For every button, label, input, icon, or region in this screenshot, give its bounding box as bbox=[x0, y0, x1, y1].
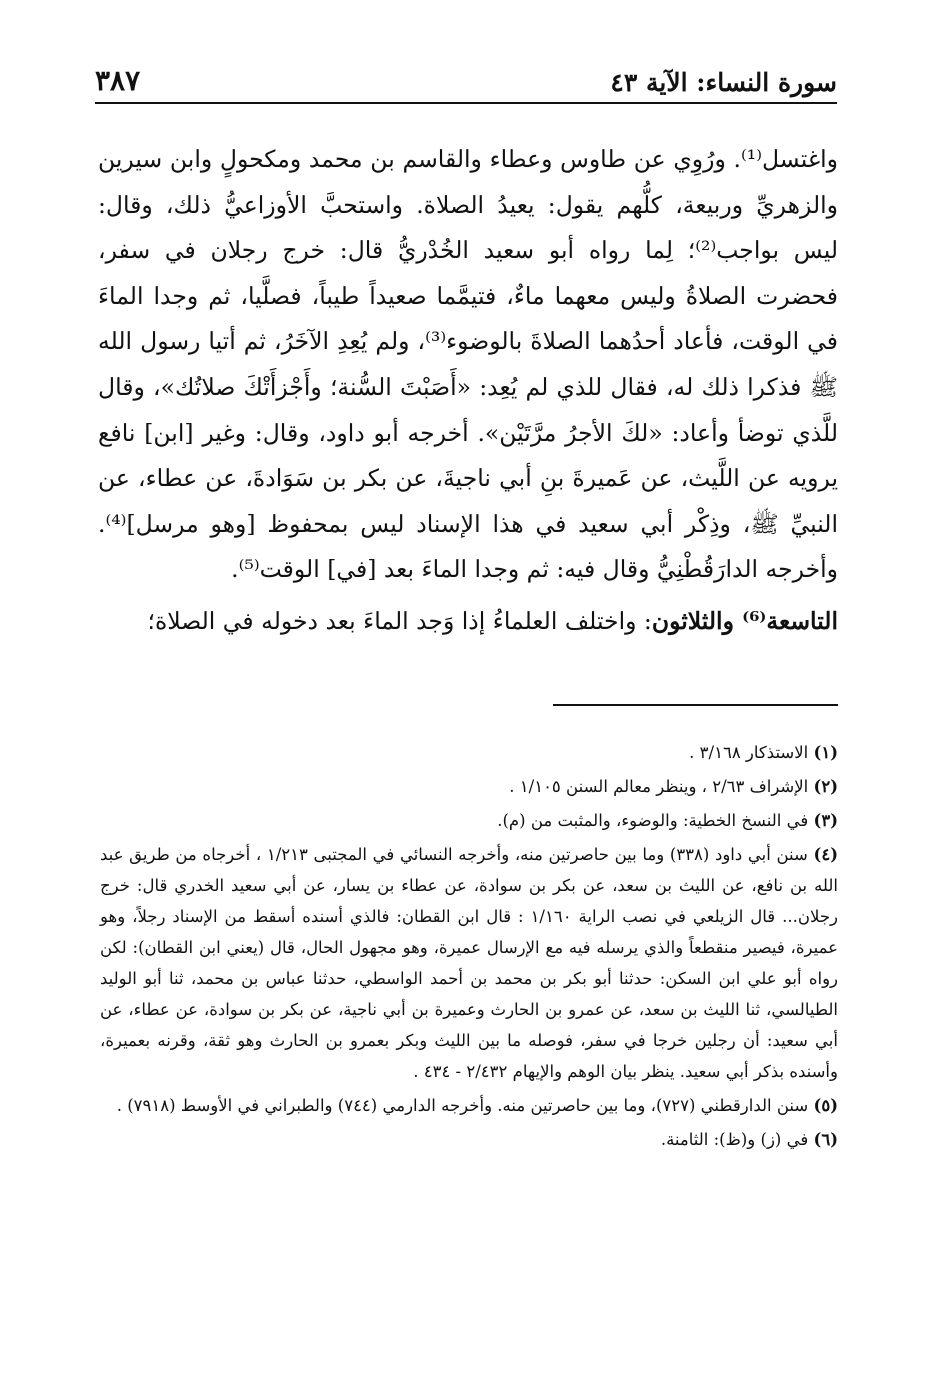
footnote-text: سنن الدارقطني (٧٢٧)، وما بين حاصرتين منه. وأخرجه الدارمي (٧٤٤) والطبراني في الأوسط (٧٩١٨) . bbox=[116, 1096, 809, 1115]
footnotes bbox=[100, 737, 838, 1158]
footnote-text: الإشراف ٢/٦٣ ، وينظر معالم السنن ١/١٠٥ . bbox=[509, 777, 809, 796]
footnote-text: في النسخ الخطية: والوضوء، والمثبت من (م). bbox=[497, 811, 809, 830]
footnote-text: الاستذكار ٣/١٦٨ . bbox=[689, 743, 809, 762]
footnote-2 bbox=[100, 771, 838, 802]
footnote-number: (١) bbox=[813, 743, 838, 762]
footnote-number: (٥) bbox=[813, 1096, 838, 1115]
footnote-1 bbox=[100, 737, 838, 768]
page-number: ٣٨٧ bbox=[95, 64, 141, 97]
footnote-number: (٤) bbox=[813, 845, 838, 864]
footnote-number: (٣) bbox=[813, 811, 838, 830]
footnote-text: سنن أبي داود (٣٣٨) وما بين حاصرتين منه، وأخرجه النسائي في المجتبى ١/٢١٣ ، أخرجاه من طريق عبد الله بن نافع، عن الليث بن سعد، عن بكر بن سوادة، عن عطاء بن يسار، عن أبي سعيد الخدري قال: خرج رجلان... قال الزيلعي في نصب الراية ١/١٦٠ : قال ابن القطان: فالذي أسنده أسقط من الإسناد رجلاً، وهو عميرة، فيصير منقطعاً والذي يرسله فيه مع الإرسال عميرة، وهو مجهول الحال، قال (يعني ابن القطان): لكن رواه أبو علي ابن السكن: حدثنا أبو بكر بن محمد بن أحمد الواسطي، حدثنا عباس بن محمد، ثنا أبو الوليد الطيالسي، ثنا الليث بن سعد، عن عمرو بن الحارث وعميرة بن أبي ناجية، عن بكر بن سوادة، عن عطاء، عن أبي سعيد: أن رجلين خرجا في سفر، فوصله ما بين الليث وبكر بعمرو بن الحارث وهو ثقة، وقرنه بعميرة، وأسنده بذكر أبي سعيد. ينظر بيان الوهم والإيهام ٢/٤٣٢ - ٤٣٤ . bbox=[100, 845, 838, 1081]
paragraph-1: واغتسل⁽¹⁾. ورُوِي عن طاوس وعطاء والقاسم بن محمد ومكحولٍ وابن سيرين والزهريِّ وربيعة، كلُّهم يقول: يعيدُ الصلاة. واستحبَّ الأوزاعيُّ ذلك، وقال: ليس بواجب⁽²⁾؛ لِما رواه أبو سعيد الخُدْريُّ قال: خرج رجلان في سفر، فحضرت الصلاةُ وليس معهما ماءٌ، فتيمَّما صعيداً طيباً، فصلَّيا، ثم وجدا الماءَ في الوقت، فأعاد أحدُهما الصلاةَ بالوضوء⁽³⁾، ولم يُعِدِ الآخَرُ، ثم أتيا رسول الله ﷺ فذكرا ذلك له، فقال للذي لم يُعِد: «أَصَبْتَ السُّنة؛ وأَجْزأَتْكَ صلاتُك»، وقال للَّذي توضأ وأعاد: «لكَ الأجرُ مرَّتَيْن». أخرجه أبو داود، وقال: وغير [ابن] نافع يرويه عن اللَّيث، عن عَميرةَ بنِ أبي ناجيةَ، عن بكر بن سَوَادةَ، عن عطاء، عن النبيِّ ﷺ، وذِكْر أبي سعيد في هذا الإسناد ليس بمحفوظ [وهو مرسل]⁽⁴⁾. وأخرجه الدارَقُطْنِيُّ وقال فيه: ثم وجدا الماءَ بعد [في] الوقت⁽⁵⁾. bbox=[98, 145, 839, 584]
paragraph-2-text: : واختلف العلماءُ إذا وَجد الماءَ بعد دخوله في الصلاة؛ bbox=[147, 606, 652, 635]
page-header bbox=[95, 55, 837, 97]
footnote-5 bbox=[100, 1090, 838, 1121]
footnote-number: (٦) bbox=[813, 1130, 838, 1149]
section-heading: التاسعة⁽⁶⁾ والثلاثون bbox=[651, 606, 838, 635]
main-text bbox=[98, 137, 838, 645]
footnote-4 bbox=[100, 839, 838, 1087]
header-rule bbox=[95, 102, 837, 104]
footnote-number: (٢) bbox=[813, 777, 838, 796]
footnote-3 bbox=[100, 805, 838, 836]
footnote-separator bbox=[553, 704, 838, 706]
paragraph-2 bbox=[98, 599, 838, 645]
footnote-text: في (ز) و(ظ): الثامنة. bbox=[660, 1130, 809, 1149]
surah-title: سورة النساء: الآية ٤٣ bbox=[610, 68, 837, 97]
footnote-6 bbox=[100, 1124, 838, 1155]
